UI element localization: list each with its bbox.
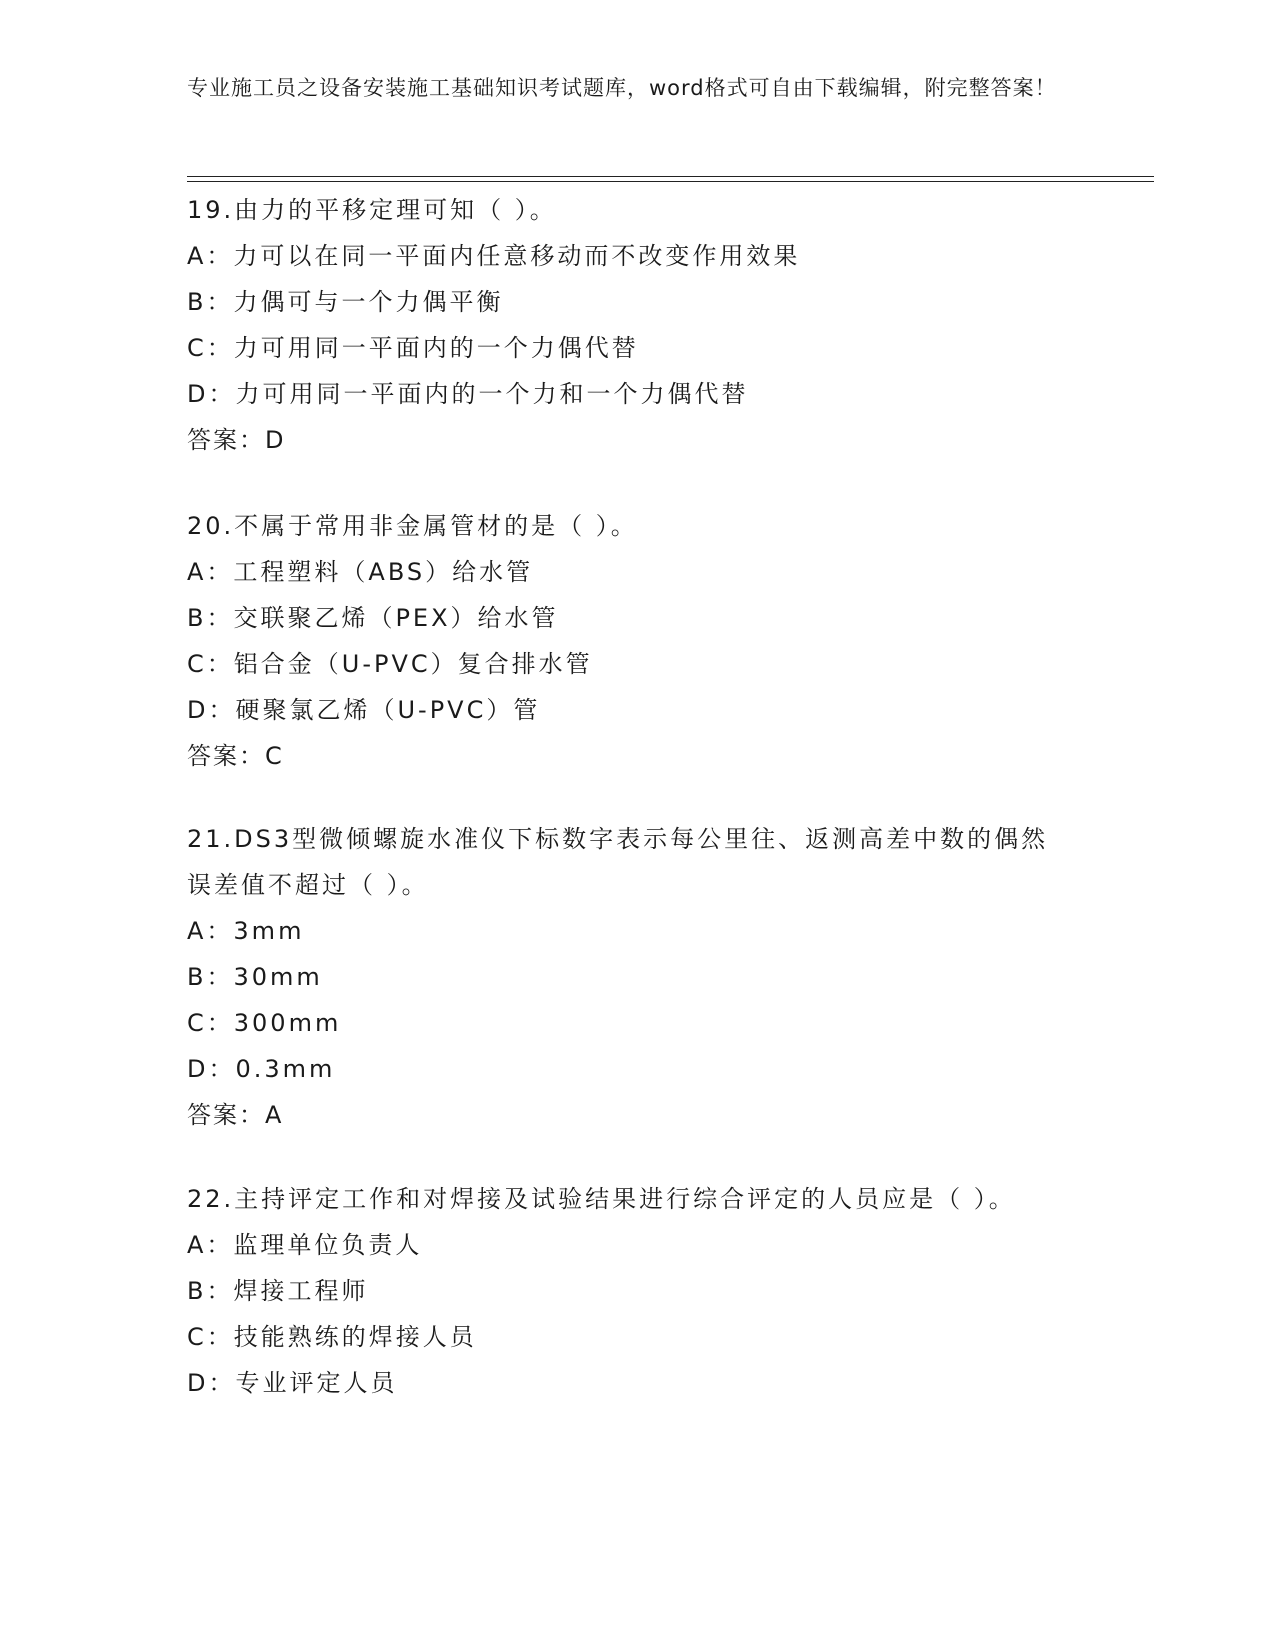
option-a: A：3mm	[187, 917, 305, 945]
answer: 答案：D	[187, 426, 286, 454]
option-b: B：焊接工程师	[187, 1277, 369, 1305]
option-d: D：专业评定人员	[187, 1369, 398, 1397]
question-21	[187, 816, 1067, 1138]
question-stem: 22.主持评定工作和对焊接及试验结果进行综合评定的人员应是（ ）。	[187, 1185, 1016, 1213]
header-divider	[187, 176, 1154, 177]
option-c: C：铝合金（U-PVC）复合排水管	[187, 650, 593, 678]
question-22	[187, 1176, 1067, 1406]
question-stem: 19.由力的平移定理可知（ ）。	[187, 196, 557, 224]
option-d: D：力可用同一平面内的一个力和一个力偶代替	[187, 380, 749, 408]
header-divider	[187, 181, 1154, 182]
option-b: B：30mm	[187, 963, 323, 991]
option-b: B：力偶可与一个力偶平衡	[187, 288, 504, 316]
option-c: C：技能熟练的焊接人员	[187, 1323, 477, 1351]
question-20	[187, 503, 1067, 779]
option-d: D：硬聚氯乙烯（U-PVC）管	[187, 696, 541, 724]
question-19	[187, 187, 1067, 463]
option-c: C：300mm	[187, 1009, 342, 1037]
answer: 答案：A	[187, 1101, 284, 1129]
question-stem: 21.DS3型微倾螺旋水准仪下标数字表示每公里往、返测高差中数的偶然误差值不超过（ ）。	[187, 825, 1049, 899]
document-header: 专业施工员之设备安装施工基础知识考试题库，word格式可自由下载编辑，附完整答案！	[187, 76, 1057, 100]
option-c: C：力可用同一平面内的一个力偶代替	[187, 334, 639, 362]
answer: 答案：C	[187, 742, 284, 770]
option-a: A：监理单位负责人	[187, 1231, 423, 1259]
option-a: A：力可以在同一平面内任意移动而不改变作用效果	[187, 242, 801, 270]
option-a: A：工程塑料（ABS）给水管	[187, 558, 534, 586]
question-stem: 20.不属于常用非金属管材的是（ ）。	[187, 512, 638, 540]
option-d: D：0.3mm	[187, 1055, 336, 1083]
option-b: B：交联聚乙烯（PEX）给水管	[187, 604, 559, 632]
